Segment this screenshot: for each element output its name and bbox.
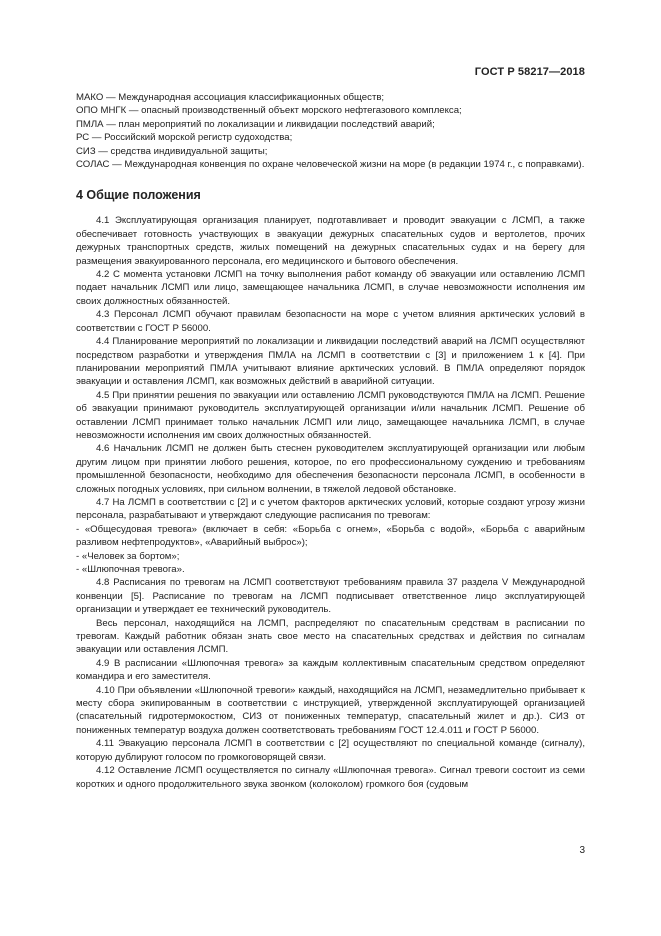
page-number: 3 bbox=[579, 845, 585, 856]
paragraph: 4.10 При объявлении «Шлюпочной тревоги» каждый, находящийся на ЛСМП, незамедлительно прибывает к месту сбора экипированным в соответствии с инструкцией, утвержденной эксплуатирующей организацией (спасательный гидротермокостюм, СИЗ от пониженных температур, спасательный жилет и др.). СИЗ от пониженных температур воздуха должен соответствовать требованиям ГОСТ 12.4.011 и ГОСТ Р 56000. bbox=[76, 684, 585, 736]
abbreviation-item: ОПО МНГК — опасный производственный объект морского нефтегазового комплекса; bbox=[76, 105, 462, 117]
paragraph: 4.11 Эвакуацию персонала ЛСМП в соответствии с [2] осуществляют по специальной команде (сигналу), которую дублируют голосом по громкоговорящей связи. bbox=[76, 738, 585, 763]
paragraph: 4.6 Начальник ЛСМП не должен быть стеснен руководителем эксплуатирующей организации или любым другим лицом при принятии любого решения, которое, по его профессиональному суждению и требованиям промышленной безопасности, необходимо для обеспечения безопасности персонала ЛСМП, в особенности в сложных погодных условиях, при сильном волнении, в тяжелой ледовой обстановке. bbox=[76, 443, 585, 495]
alarm-list-item: - «Человек за бортом»; bbox=[76, 550, 180, 562]
abbreviation-item: СИЗ — средства индивидуальной защиты; bbox=[76, 145, 268, 157]
paragraph: 4.8 Расписания по тревогам на ЛСМП соответствуют требованиям правила 37 раздела V Международной конвенции [5]. Расписание по тревогам на ЛСМП подписывает ответственное лицо эксплуатирующей организации и утверждает ее технический руководитель. bbox=[76, 577, 585, 616]
paragraph: Весь персонал, находящийся на ЛСМП, распределяют по спасательным средствам в расписании по тревогам. Каждый работник обязан знать свое место на спасательных средствах и действия по сигналам эвакуации или оставления ЛСМП. bbox=[76, 617, 585, 656]
paragraph: 4.1 Эксплуатирующая организация планирует, подготавливает и проводит эвакуации с ЛСМП, а также обеспечивает готовность участвующих в эвакуации дежурных спасательных судов и вертолетов, прочих дежурных транспортных средств, жилых помещений на дежурных спасательных судах и на берегу для размещения эвакуированного персонала, его медицинского и бытового обеспечения. bbox=[76, 215, 585, 267]
document-code: ГОСТ Р 58217—2018 bbox=[474, 66, 585, 78]
document-body bbox=[76, 91, 585, 791]
paragraph: 4.2 С момента установки ЛСМП на точку выполнения работ команду об эвакуации или оставлению ЛСМП подает начальник ЛСМП или лицо, замещающее начальника ЛСМП, в случае невозможности исполнения им своих должностных обязанностей. bbox=[76, 269, 585, 307]
paragraph: 4.9 В расписании «Шлюпочная тревога» за каждым коллективным спасательным средством определяют командира и его заместителя. bbox=[76, 657, 585, 683]
section-paragraphs bbox=[76, 214, 585, 522]
alarm-list-item: - «Общесудовая тревога» (включает в себя: «Борьба с огнем», «Борьба с водой», «Борьба с аварийным разливом нефтепродуктов», «Аварийный выброс»); bbox=[76, 523, 585, 549]
abbreviations-list bbox=[76, 91, 585, 171]
section-heading: 4 Общие положения bbox=[76, 188, 201, 203]
alarm-list-item: - «Шлюпочная тревога». bbox=[76, 564, 185, 575]
abbreviation-item: МАКО — Международная ассоциация классификационных обществ; bbox=[76, 92, 385, 103]
paragraph: 4.7 На ЛСМП в соответствии с [2] и с учетом факторов арктических условий, которые создают угрозу жизни персонала, разрабатывают и утверждают следующие расписания по тревогам: bbox=[76, 496, 585, 522]
paragraph: 4.3 Персонал ЛСМП обучают правилам безопасности на море с учетом влияния арктических условий в соответствии с ГОСТ Р 56000. bbox=[76, 309, 585, 334]
section-paragraphs-continued bbox=[76, 576, 585, 791]
paragraph: 4.5 При принятии решения по эвакуации или оставлению ЛСМП руководствуются ПМЛА на ЛСМП. Решение об эвакуации принимают руководитель эксплуатирующей организации и/или начальник ЛСМП. Решение об оставлении ЛСМП принимает только начальник ЛСМП или лицо, замещающее начальника ЛСМП, в случае невозможности исполнения им своих должностных обязанностей. bbox=[76, 389, 585, 441]
paragraph: 4.12 Оставление ЛСМП осуществляется по сигналу «Шлюпочная тревога». Сигнал тревоги состоит из семи коротких и одного продолжительного звука звонком (колоколом) громкого боя (судовым bbox=[76, 765, 585, 790]
abbreviation-item: РС — Российский морской регистр судоходства; bbox=[76, 132, 293, 144]
paragraph: 4.4 Планирование мероприятий по локализации и ликвидации последствий аварий на ЛСМП осуществляют посредством разработки и утверждения ПМЛА на ЛСМП в соответствии с [3] и приложением 1 к [4]. При планировании мероприятий ПМЛА учитывают влияние арктических условий. В ПМЛА определяют порядок эвакуации и оставления ЛСМП, как возможных действий в аварийной ситуации. bbox=[76, 336, 585, 388]
abbreviation-item: ПМЛА — план мероприятий по локализации и ликвидации последствий аварий; bbox=[76, 118, 435, 130]
alarm-list bbox=[76, 523, 585, 577]
abbreviation-item: СОЛАС — Международная конвенция по охране человеческой жизни на море (в редакции 1974 г., с поправками). bbox=[76, 159, 585, 171]
